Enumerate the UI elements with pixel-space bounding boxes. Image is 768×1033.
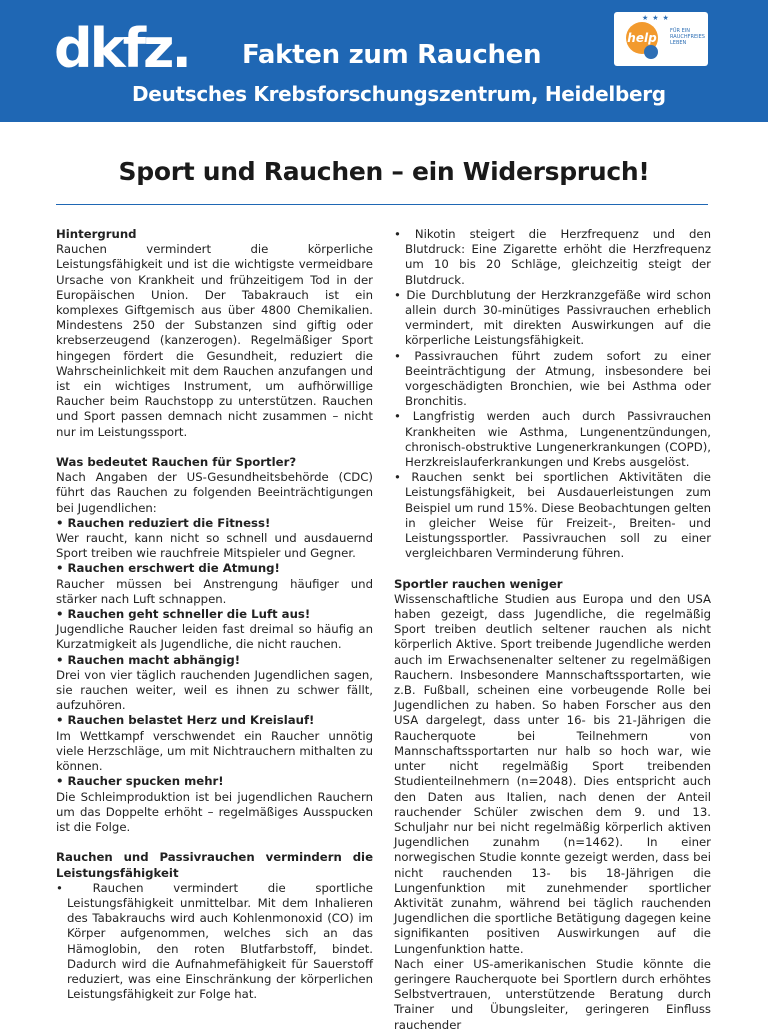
bullet-item: • Passivrauchen führt zudem sofort zu einer Beeinträchtigung der Atmung, insbesondere bei vorgeschädigten Bronchien, wie bei Asthma oder Bronchitis. [394, 348, 711, 409]
document-title: Sport und Rauchen – ein Widerspruch! [118, 157, 650, 186]
bullet-heading: • Rauchen belastet Herz und Kreislauf! [56, 713, 315, 728]
paragraph: Jugendliche Raucher leiden fast dreimal so häufig an Kurzatmigkeit als Jugendliche, die nicht rauchen. [56, 622, 373, 652]
bullet-heading: • Rauchen erschwert die Atmung! [56, 561, 280, 576]
paragraph: Die Schleimproduktion ist bei jugendlichen Rauchern um das Doppelte erhöht – regelmäßiges Ausspucken ist die Folge. [56, 789, 373, 834]
paragraph: Wissenschaftliche Studien aus Europa und den USA haben gezeigt, dass Jugendliche, die regelmäßig Sport treiben deutlich seltener rauchen als nicht körperlich Aktive. Sport treibende Jugendliche werden auch im Erwachsenenalter seltener zu regelmäßigen Rauchern. Insbesondere Mannschaftssportarten, wie z.B. Fußball, scheinen eine vorbeugende Rolle bei Jugendlichen zu haben. So haben Forscher aus den USA dargelegt, dass unter 16- bis 21-Jährigen die Raucherquote bei Teilnehmern von Mannschaftssportarten nur halb so hoch war, wie unter nicht regelmäßig Sport treibenden Studienteilnehmern (n=2048). Dies entspricht auch den Daten aus Italien, nach denen der Anteil rauchender Schüler zwischen dem 9. und 13. Schuljahr nur bei nicht regelmäßig körperlich aktiven Jugendlichen zunahm (n=1462). In einer norwegischen Studie konnte gezeigt werden, dass bei nicht rauchenden 13- bis 18-Jährigen die Lungenfunktion mit zunehmender sportlicher Aktivität zunahm, während bei täglich rauchenden Jugendlichen die sportliche Betätigung dagegen keine signifikanten positiven Auswirkungen auf die Lungenfunktion hatte. [394, 591, 711, 956]
bullet-heading: • Rauchen macht abhängig! [56, 652, 241, 667]
check-icon [644, 45, 658, 59]
section-heading: Rauchen und Passivrauchen vermindern die Leistungsfähigkeit [56, 850, 373, 880]
paragraph: Rauchen vermindert die körperliche Leistungsfähigkeit und ist die wichtigste vermeidbare Ursache von Krankheit und frühzeitigem Tod in der Europäischen Union. Der Tabakrauch ist ein komplexes Giftgemisch aus über 4800 Chemikalien. Mindestens 250 der Substanzen sind giftig oder krebserzeugend (kanzerogen). Regelmäßiger Sport hingegen fördert die Gesundheit, reduziert die Wahrscheinlichkeit mit dem Rauchen anzufangen und ist ein wichtiges Instrument, um aufhörwillige Raucher beim Rauchstopp zu unterstützen. Rauchen und Sport passen demnach nicht zusammen – nicht nur im Leistungssport. [56, 242, 373, 439]
bullet-item: • Die Durchblutung der Herzkranzgefäße wird schon allein durch 30-minütiges Passivrauchen erheblich vermindert, mit direkten Auswirkungen auf die körperliche Leistungsfähigkeit. [394, 287, 711, 348]
bullet-heading: • Raucher spucken mehr! [56, 774, 224, 789]
right-column [394, 227, 711, 1033]
bullet-item: • Langfristig werden auch durch Passivrauchen Krankheiten wie Asthma, Lungenentzündungen, chronisch-obstruktive Lungenerkrankungen (COPD), Herzkreislauferkrankungen und Krebs ausgelöst. [394, 409, 711, 470]
stars-icon: ★ ★ ★ [642, 15, 670, 22]
bullet-item: • Rauchen vermindert die sportliche Leistungsfähigkeit unmittelbar. Mit dem Inhalieren des Tabakrauchs wird auch Kohlenmonoxid (CO) im Körper aufgenommen, welches sich an das Hämoglobin, den roten Blutfarbstoff, bindet. Dadurch wird die Aufnahmefähigkeit für Sauerstoff reduziert, was eine Einschränkung der körperlichen Leistungsfähigkeit zur Folge hat. [56, 880, 373, 1002]
paragraph: Drei von vier täglich rauchenden Jugendlichen sagen, sie rauchen weiter, weil es ihnen zu schwer fällt, aufzuhören. [56, 667, 373, 713]
dkfz-logo: dkfz. [54, 17, 190, 80]
section-heading: Hintergrund [56, 227, 137, 241]
paragraph: Im Wettkampf verschwendet ein Raucher unnötig viele Herzschläge, um mit Nichtrauchern mithalten zu können. [56, 728, 373, 774]
title-divider [56, 204, 708, 205]
help-logo [614, 12, 708, 66]
help-badge-text: FÜR EIN RAUCHFREIES LEBEN [670, 28, 705, 46]
paragraph: Nach einer US-amerikanischen Studie könnte die geringere Raucherquote bei Sportlern durch erhöhtes Selbstvertrauen, unterstützende Beratung durch Trainer und Übungsleiter, geringeren Einfluss rauchender [394, 956, 711, 1032]
help-mark: help [626, 22, 658, 54]
bullet-item: • Nikotin steigert die Herzfrequenz und den Blutdruck: Eine Zigarette erhöht die Herzfrequenz um 10 bis 20 Schläge, gleichzeitig steigt der Blutdruck. [394, 227, 711, 287]
bullet-item: • Rauchen senkt bei sportlichen Aktivitäten die Leistungsfähigkeit, bei Ausdauerleistungen zum Beispiel um rund 15%. Diese Beobachtungen gelten in gleicher Weise für Freizeit-, Breiten- und Leistungssportler. Passivrauchen soll zu einer vergleichbaren Verminderung führen. [394, 470, 711, 561]
section-heading: Sportler rauchen weniger [394, 576, 563, 591]
page-header [0, 0, 768, 122]
paragraph: Wer raucht, kann nicht so schnell und ausdauernd Sport treiben wie rauchfreie Mitspieler und Gegner. [56, 531, 373, 561]
bullet-heading: • Rauchen reduziert die Fitness! [56, 515, 271, 530]
bullet-heading: • Rauchen geht schneller die Luft aus! [56, 607, 311, 622]
paragraph: Nach Angaben der US-Gesundheitsbehörde (CDC) führt das Rauchen zu folgenden Beeinträchtigungen bei Jugendlichen: [56, 470, 373, 515]
left-column [56, 227, 373, 1002]
header-title: Fakten zum Rauchen [242, 40, 542, 70]
section-heading: Was bedeutet Rauchen für Sportler? [56, 455, 297, 470]
paragraph: Raucher müssen bei Anstrengung häufiger und stärker nach Luft schnappen. [56, 576, 373, 606]
header-subtitle: Deutsches Krebsforschungszentrum, Heidelberg [132, 82, 666, 106]
